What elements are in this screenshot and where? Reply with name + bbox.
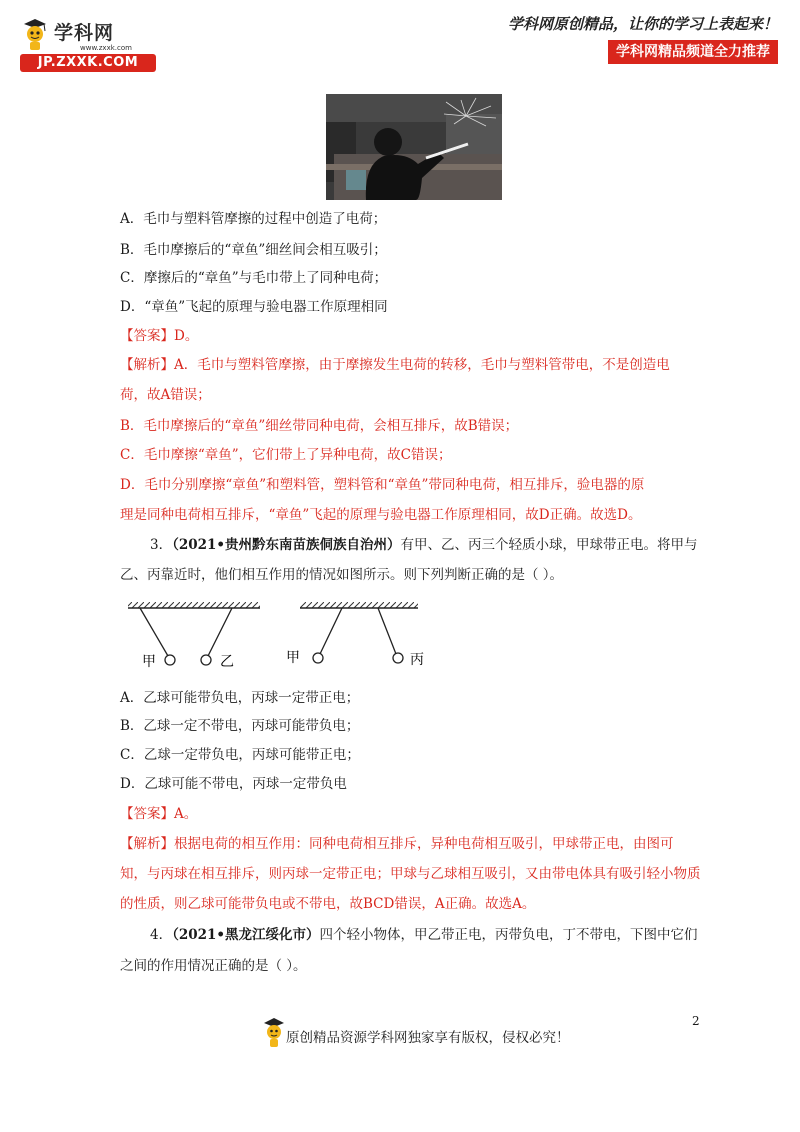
logo-domain: www.zxxk.com bbox=[80, 44, 132, 52]
logo-name: 学科网 bbox=[54, 22, 115, 44]
ceiling-left bbox=[128, 602, 260, 608]
q3-number: 3． bbox=[150, 537, 173, 553]
label-jia-1: 甲 bbox=[142, 654, 156, 670]
q3-stem-line-1 bbox=[150, 535, 698, 555]
q3-stem-1: 有甲、乙、丙三个轻质小球，甲球带正电。将甲与 bbox=[400, 537, 698, 553]
zxxk-logo[interactable] bbox=[18, 14, 168, 74]
q2-option-b: B．毛巾摩擦后的“章鱼”细丝间会相互吸引； bbox=[120, 242, 387, 258]
q4-source: （2021•黑龙江绥化市） bbox=[172, 927, 320, 943]
q4-stem-1: 四个轻小物体，甲乙带正电，丙带负电，丁不带电，下图中它们 bbox=[319, 927, 698, 943]
q3-charge-diagram bbox=[120, 596, 440, 676]
q3-option-c: C．乙球一定带负电，丙球可能带正电； bbox=[120, 747, 360, 763]
q4-stem-line-1 bbox=[150, 925, 698, 945]
q3-analysis-line-3: 的性质，则乙球可能带负电或不带电，故BCD错误，A正确。故选A。 bbox=[120, 896, 536, 912]
q2-option-a: A．毛巾与塑料管摩擦的过程中创造了电荷； bbox=[120, 211, 387, 227]
page-number: 2 bbox=[692, 1014, 700, 1028]
label-bing: 丙 bbox=[410, 652, 424, 668]
q2-analysis-line-5: D．毛巾分别摩擦“章鱼”和塑料管，塑料管和“章鱼”带同种电荷，相互排斥，验电器的原 bbox=[120, 477, 645, 493]
q3-option-b: B．乙球一定不带电，丙球可能带负电； bbox=[120, 718, 360, 734]
logo-site-bar: JP.ZXXK.COM bbox=[20, 54, 156, 72]
q2-analysis-line-2: 荷，故A错误； bbox=[120, 387, 211, 403]
logo-top bbox=[18, 14, 168, 54]
header-slogan bbox=[506, 12, 778, 72]
q2-analysis-line-1: 【解析】A．毛巾与塑料管摩擦，由于摩擦发生电荷的转移，毛巾与塑料管带电，不是创造电 bbox=[120, 357, 670, 373]
q3-stem-line-2: 乙、丙靠近时，他们相互作用的情况如图所示。则下列判断正确的是（ ）。 bbox=[120, 567, 564, 583]
q2-analysis-line-3: B．毛巾摩擦后的“章鱼”细丝带同种电荷，会相互排斥，故B错误； bbox=[120, 418, 519, 434]
q3-option-d: D．乙球可能不带电，丙球一定带负电 bbox=[120, 776, 347, 792]
footer bbox=[262, 1016, 592, 1052]
ceiling-right bbox=[300, 602, 418, 608]
q2-answer: 【答案】D。 bbox=[120, 328, 199, 344]
channel-badge: 学科网精品频道全力推荐 bbox=[608, 40, 778, 64]
label-jia-2: 甲 bbox=[286, 650, 300, 666]
octopus-experiment-photo bbox=[326, 94, 502, 200]
q2-analysis-line-4: C．毛巾摩擦“章鱼”，它们带上了异种电荷，故C错误； bbox=[120, 447, 452, 463]
q3-analysis-line-2: 知，与丙球在相互排斥，则丙球一定带正电；甲球与乙球相互吸引，又由带电体具有吸引轻小物质 bbox=[120, 866, 701, 882]
q4-number: 4． bbox=[150, 927, 173, 943]
q3-source: （2021•贵州黔东南苗族侗族自治州） bbox=[172, 537, 401, 553]
q3-analysis-line-1: 【解析】根据电荷的相互作用：同种电荷相互排斥，异种电荷相互吸引，甲球带正电，由图可 bbox=[120, 836, 674, 852]
q3-option-a: A．乙球可能带负电，丙球一定带正电； bbox=[120, 690, 360, 706]
q4-stem-line-2: 之间的作用情况正确的是（ ）。 bbox=[120, 958, 307, 974]
label-yi: 乙 bbox=[220, 654, 234, 670]
mascot-icon bbox=[262, 1016, 286, 1050]
footer-copyright: 原创精品资源学科网独家享有版权，侵权必究！ bbox=[286, 1030, 570, 1046]
slogan-text: 学科网原创精品，让你的学习上表起来！ bbox=[507, 15, 778, 33]
mascot-icon bbox=[20, 16, 50, 52]
q2-option-d: D．“章鱼”飞起的原理与验电器工作原理相同 bbox=[120, 299, 388, 315]
q2-option-c: C．摩擦后的“章鱼”与毛巾带上了同种电荷； bbox=[120, 270, 388, 286]
q3-answer: 【答案】A。 bbox=[120, 806, 198, 822]
q2-analysis-line-6: 理是同种电荷相互排斥，“章鱼”飞起的原理与验电器工作原理相同，故D正确。故选D。 bbox=[120, 507, 642, 523]
